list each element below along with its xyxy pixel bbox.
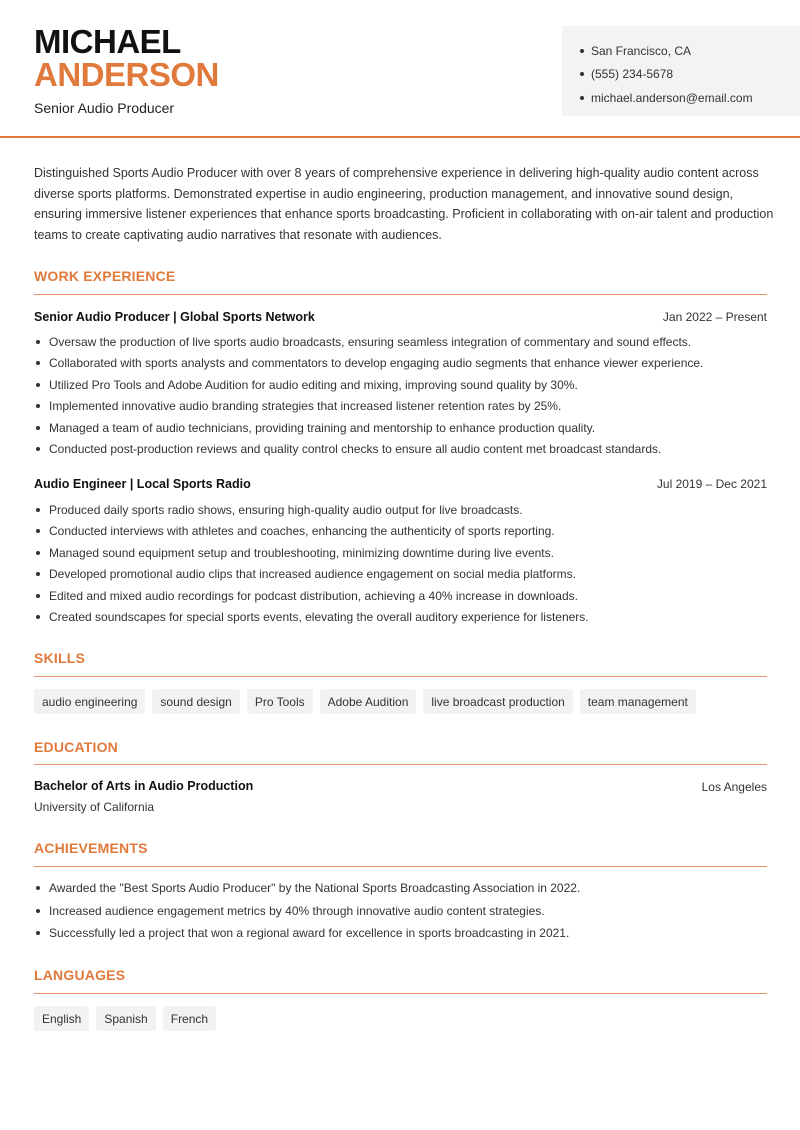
job-role: Senior Audio Producer <box>34 100 175 116</box>
language-tag: Spanish <box>96 1006 155 1031</box>
education-degree: Bachelor of Arts in Audio Production <box>34 779 254 793</box>
education-school: University of California <box>34 800 155 814</box>
summary: Distinguished Sports Audio Producer with over 8 years of comprehensive experience in delivering high-quality audio content across diverse sports platforms. Demonstrated expertise in audio engineering, production management, and innovative sound design, ensuring immersive listener experiences that enhance sports broadcasting. Proficient in collaborating with on-air talent and production teams to create captivating audio narratives that resonate with audiences. <box>34 166 774 243</box>
list-item: Implemented innovative audio branding strategies that increased listener retention rates by 25%. <box>34 396 774 418</box>
resume-header <box>0 0 800 138</box>
list-item: Utilized Pro Tools and Adobe Audition for audio editing and mixing, improving sound quality by 30%. <box>34 374 774 396</box>
divider <box>34 993 767 994</box>
language-tag: French <box>163 1006 216 1031</box>
list-item: Developed promotional audio clips that increased audience engagement on social media platforms. <box>34 564 774 586</box>
languages-list <box>34 1006 216 1031</box>
education-location: Los Angeles <box>701 780 767 794</box>
job-dates: Jan 2022 – Present <box>662 310 767 324</box>
list-item: Created soundscapes for special sports events, elevating the overall auditory experience for listeners. <box>34 607 774 629</box>
contact-phone: (555) 234-5678 <box>580 63 800 87</box>
divider <box>34 294 767 295</box>
job-dates: Jul 2019 – Dec 2021 <box>656 477 767 491</box>
section-title-languages: LANGUAGES <box>34 967 126 983</box>
skills-list <box>34 689 696 714</box>
skill-tag: sound design <box>152 689 239 714</box>
contact-email: michael.anderson@email.com <box>580 86 800 110</box>
language-tag: English <box>34 1006 89 1031</box>
list-item: Increased audience engagement metrics by 40% through innovative audio content strategies. <box>34 900 774 923</box>
skill-tag: Adobe Audition <box>320 689 417 714</box>
list-item: Managed sound equipment setup and troubleshooting, minimizing downtime during live events. <box>34 542 774 564</box>
section-title-skills: SKILLS <box>34 650 85 666</box>
section-title-education: EDUCATION <box>34 739 118 755</box>
job-bullets <box>34 499 774 628</box>
skill-tag: team management <box>580 689 696 714</box>
skill-tag: audio engineering <box>34 689 145 714</box>
list-item: Produced daily sports radio shows, ensuring high-quality audio output for live broadcasts. <box>34 499 774 521</box>
list-item: Awarded the "Best Sports Audio Producer" by the National Sports Broadcasting Association in 2022. <box>34 877 774 900</box>
divider <box>34 866 767 867</box>
list-item: Conducted post-production reviews and quality control checks to ensure all audio content met broadcast standards. <box>34 439 774 461</box>
list-item: Edited and mixed audio recordings for podcast distribution, achieving a 40% increase in downloads. <box>34 585 774 607</box>
skill-tag: live broadcast production <box>423 689 572 714</box>
section-title-achievements: ACHIEVEMENTS <box>34 840 148 856</box>
first-name: MICHAEL <box>34 23 181 60</box>
achievements-list <box>34 877 774 945</box>
divider <box>34 764 767 765</box>
last-name: ANDERSON <box>34 56 219 93</box>
contact-location: San Francisco, CA <box>580 39 800 63</box>
list-item: Oversaw the production of live sports audio broadcasts, ensuring seamless integration of commentary and sound effects. <box>34 331 774 353</box>
job-title: Audio Engineer | Local Sports Radio <box>34 477 251 491</box>
list-item: Managed a team of audio technicians, providing training and mentorship to enhance production quality. <box>34 417 774 439</box>
section-title-work: WORK EXPERIENCE <box>34 268 176 284</box>
list-item: Successfully led a project that won a regional award for excellence in sports broadcasting in 2021. <box>34 922 774 945</box>
divider <box>34 676 767 677</box>
contact-box <box>562 26 800 116</box>
list-item: Conducted interviews with athletes and coaches, enhancing the authenticity of sports reporting. <box>34 521 774 543</box>
list-item: Collaborated with sports analysts and commentators to develop engaging audio segments that enhance viewer experience. <box>34 353 774 375</box>
job-title: Senior Audio Producer | Global Sports Network <box>34 310 315 324</box>
skill-tag: Pro Tools <box>247 689 313 714</box>
job-bullets <box>34 331 774 460</box>
